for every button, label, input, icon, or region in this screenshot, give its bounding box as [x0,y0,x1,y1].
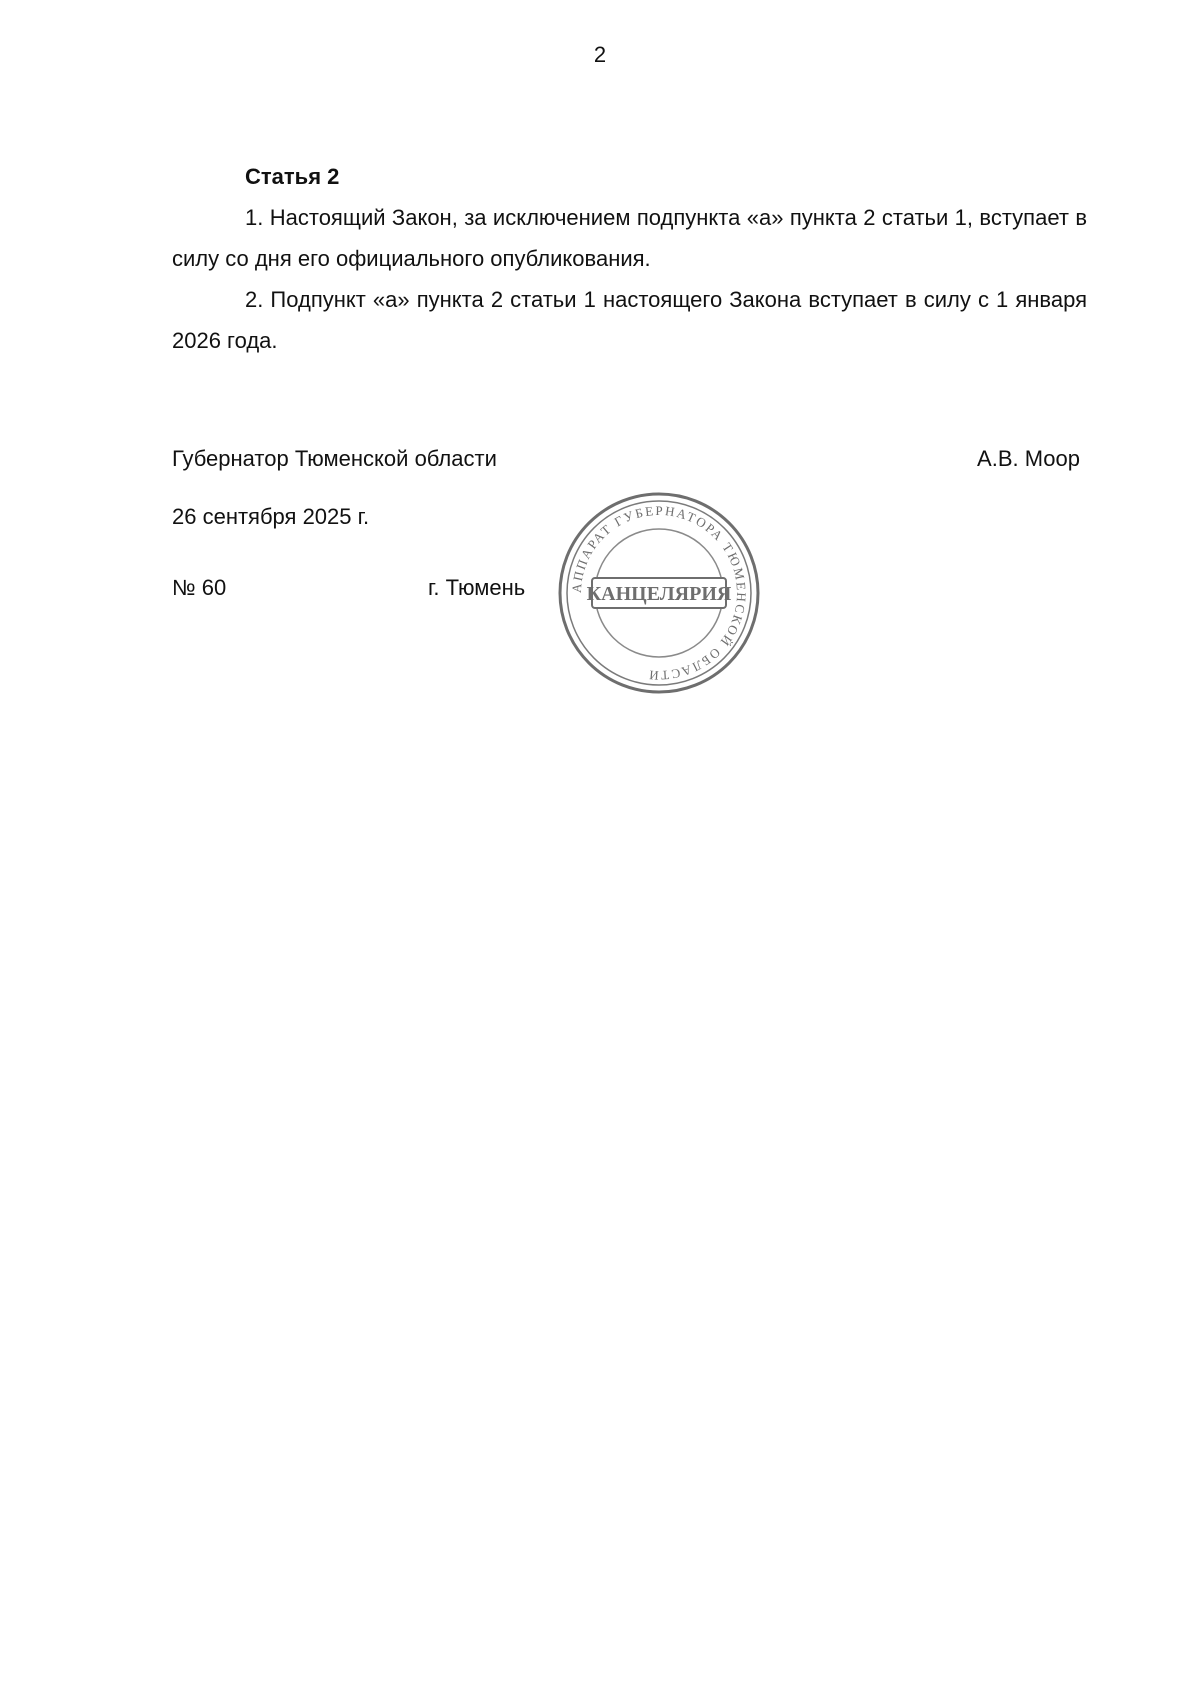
article-paragraph-2: 2. Подпункт «а» пункта 2 статьи 1 настоящего Закона вступает в силу с 1 января 2026 года. [172,287,1087,353]
stamp-ring-text: АППАРАТ ГУБЕРНАТОРА ТЮМЕНСКОЙ ОБЛАСТИ [568,502,750,684]
document-number: № 60 [172,575,227,600]
article-paragraph-1: 1. Настоящий Закон, за исключением подпункта «а» пункта 2 статьи 1, вступает в силу со дня его официального опубликования. [172,205,1087,271]
signatory-name: А.В. Моор [977,446,1080,471]
office-stamp [556,490,762,696]
stamp-center-text: КАНЦЕЛЯРИЯ [586,583,732,605]
article-title: Статья 2 [245,164,340,189]
document-city: г. Тюмень [428,575,526,600]
page-number: 2 [593,42,607,67]
signatory-title: Губернатор Тюменской области [172,446,497,471]
document-date: 26 сентября 2025 г. [172,504,370,529]
article-section [172,156,1087,361]
